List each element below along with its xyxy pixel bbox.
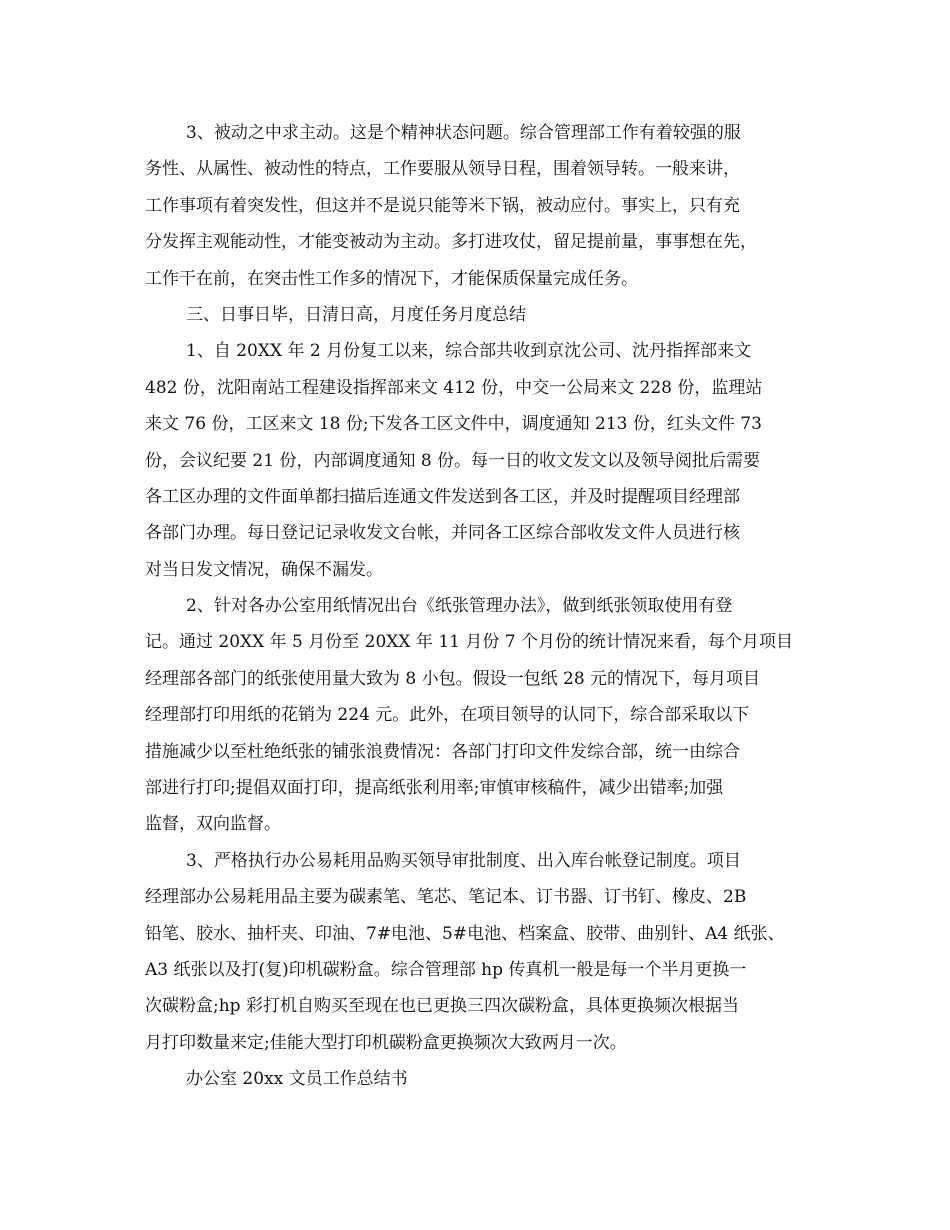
text-line: 各部门办理。每日登记记录收发文台帐，并同各工区综合部收发文件人员进行核 bbox=[145, 523, 740, 544]
text-line: 务性、从属性、被动性的特点，工作要服从领导日程，围着领导转。一般来讲， bbox=[145, 159, 740, 180]
paragraph-paper-management bbox=[145, 588, 810, 843]
text-line: 各工区办理的文件面单都扫描后连通文件发送到各工区，并及时提醒项目经理部 bbox=[145, 486, 740, 507]
text-line: A3 纸张以及打(复)印机碳粉盒。综合管理部 hp 传真机一般是每一个半月更换一 bbox=[145, 959, 747, 980]
paragraph-office-supplies bbox=[145, 843, 810, 1061]
text-line: 办公室 20xx 文员工作总结书 bbox=[186, 1069, 408, 1090]
text-line: 次碳粉盒;hp 彩打机自购买至现在也已更换三四次碳粉盒，具体更换频次根据当 bbox=[145, 996, 739, 1017]
text-line: 月打印数量来定;佳能大型打印机碳粉盒更换频次大致两月一次。 bbox=[145, 1032, 627, 1053]
text-line: 2、针对各办公室用纸情况出台《纸张管理办法》，做到纸张领取使用有登 bbox=[186, 596, 733, 617]
text-line: 482 份，沈阳南站工程建设指挥部来文 412 份，中交一公局来文 228 份，监理站 bbox=[145, 377, 763, 398]
paragraph-passive-to-active bbox=[145, 115, 810, 297]
text-line: 监督，双向监督。 bbox=[145, 814, 281, 835]
section-heading bbox=[145, 297, 810, 333]
text-line: 三、日事日毕，日清日高，月度任务月度总结 bbox=[186, 304, 526, 325]
text-line: 3、严格执行办公易耗用品购买领导审批制度、出入库台帐登记制度。项目 bbox=[186, 850, 741, 871]
text-line: 经理部打印用纸的花销为 224 元。此外，在项目领导的认同下，综合部采取以下 bbox=[145, 705, 750, 726]
text-line: 措施减少以至杜绝纸张的铺张浪费情况：各部门打印文件发综合部，统一由综合 bbox=[145, 741, 740, 762]
text-line: 经理部各部门的纸张使用量大致为 8 小包。假设一包纸 28 元的情况下，每月项目 bbox=[145, 668, 761, 689]
text-line: 3、被动之中求主动。这是个精神状态问题。综合管理部工作有着较强的服 bbox=[186, 123, 741, 143]
text-line: 对当日发文情况，确保不漏发。 bbox=[145, 559, 383, 580]
text-line: 记。通过 20XX 年 5 月份至 20XX 年 11 月份 7 个月份的统计情况来看，每个月项目 bbox=[145, 632, 793, 653]
paragraph-document-handling bbox=[145, 333, 810, 588]
text-line: 1、自 20XX 年 2 月份复工以来，综合部共收到京沈公司、沈丹指挥部来文 bbox=[186, 341, 752, 362]
text-line: 部进行打印;提倡双面打印，提高纸张利用率;审慎审核稿件，减少出错率;加强 bbox=[145, 778, 724, 799]
document-body bbox=[145, 115, 810, 1098]
text-line: 来文 76 份，工区来文 18 份;下发各工区文件中，调度通知 213 份，红头文件 73 bbox=[145, 414, 762, 435]
closing-title bbox=[145, 1061, 810, 1097]
text-line: 工作事项有着突发性，但这并不是说只能等米下锅，被动应付。事实上，只有充 bbox=[145, 195, 740, 216]
text-line: 份，会议纪要 21 份，内部调度通知 8 份。每一日的收文发文以及领导阅批后需要 bbox=[145, 450, 761, 471]
text-line: 工作干在前，在突击性工作多的情况下，才能保质保量完成任务。 bbox=[145, 268, 638, 289]
text-line: 经理部办公易耗用品主要为碳素笔、笔芯、笔记本、订书器、订书钉、橡皮、2B bbox=[145, 887, 747, 908]
text-line: 分发挥主观能动性，才能变被动为主动。多打进攻仗，留足提前量，事事想在先， bbox=[145, 232, 757, 253]
text-line: 铅笔、胶水、抽杆夹、印油、7#电池、5#电池、档案盒、胶带、曲别针、A4 纸张、 bbox=[145, 923, 785, 944]
